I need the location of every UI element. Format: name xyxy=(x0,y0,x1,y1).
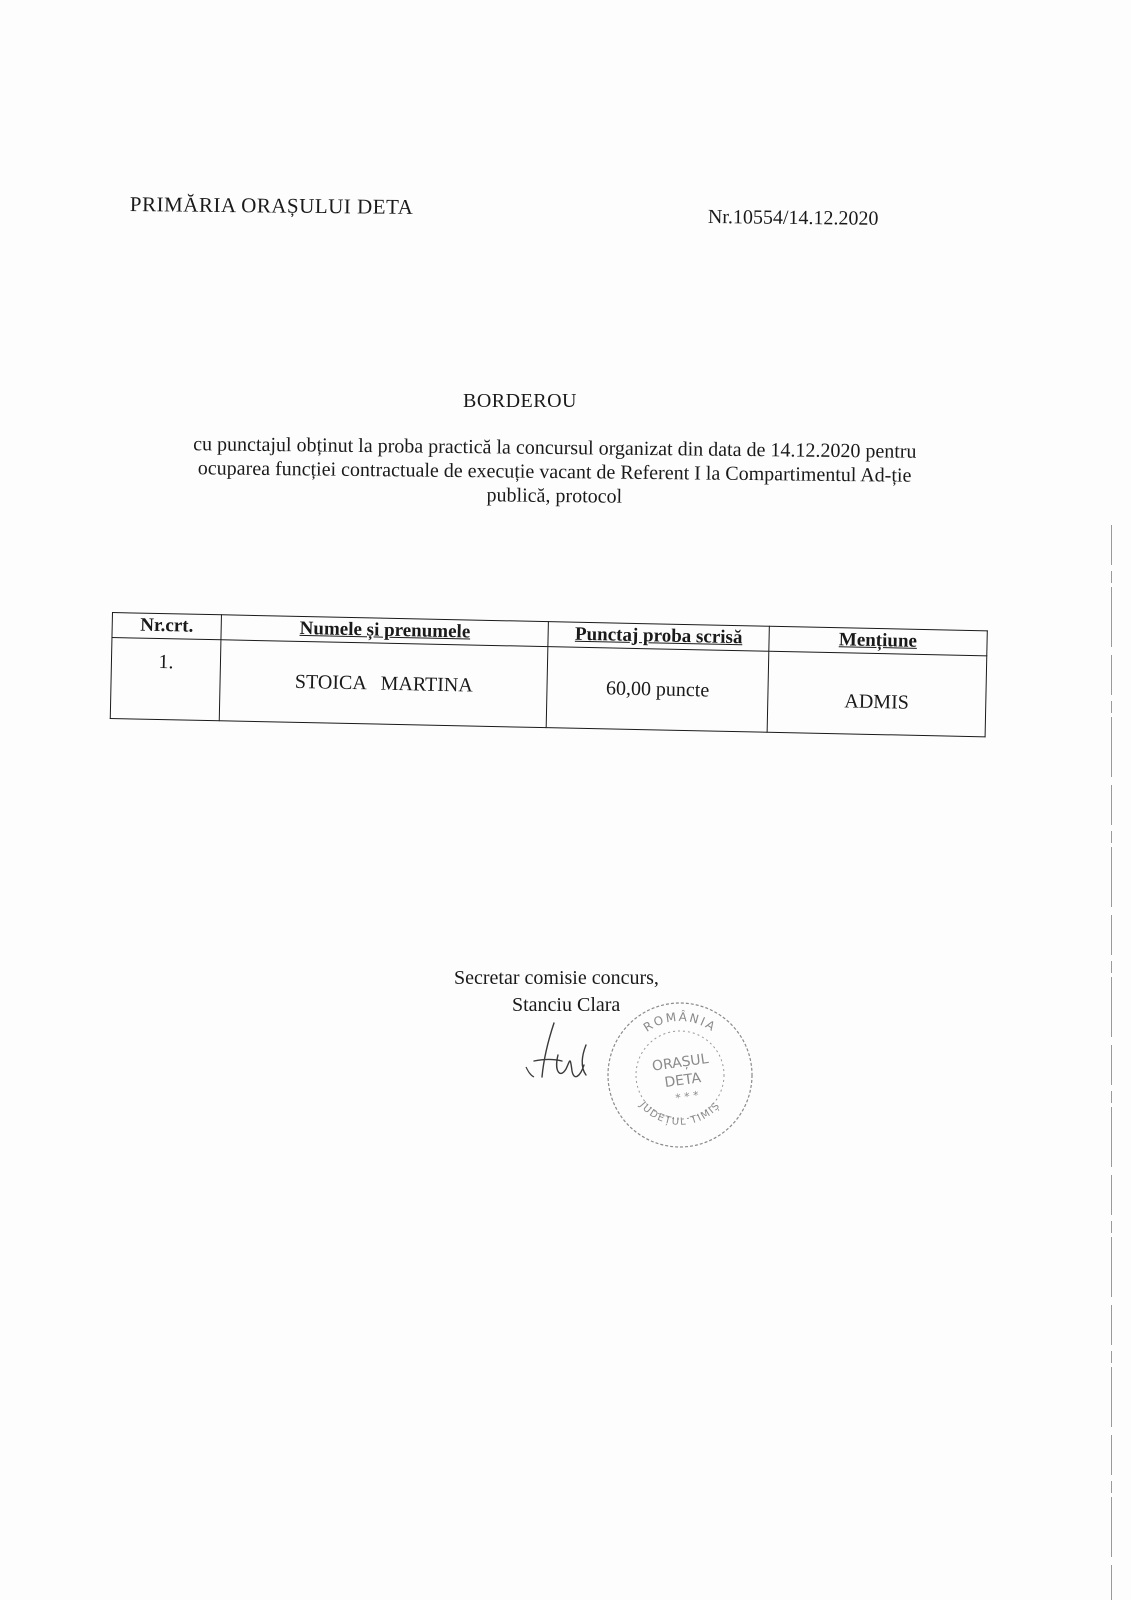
header-name: Numele și prenumele xyxy=(221,615,549,647)
document-description xyxy=(139,432,970,513)
description-line-1: cu punctajul obținut la proba practică la concursul organizat din data de 14.12.2020 pentru xyxy=(193,433,917,463)
stamp-center-line-1: ORAȘUL xyxy=(651,1050,710,1075)
cell-nr: 1. xyxy=(110,638,221,721)
handwritten-signature xyxy=(520,1015,610,1105)
official-stamp xyxy=(600,995,760,1155)
stamp-stars: * * * xyxy=(674,1088,700,1105)
document-title: BORDEROU xyxy=(462,390,577,412)
stamp-outer-top: ROMÂNIA xyxy=(640,1009,720,1035)
stamp-outer-bottom: JUDEȚUL TIMIȘ xyxy=(637,1099,723,1128)
results-table xyxy=(110,612,988,737)
header-score: Punctaj proba scrisă xyxy=(548,622,769,652)
stamp-center-line-2: DETA xyxy=(663,1070,703,1092)
reference-number: Nr.10554/14.12.2020 xyxy=(707,206,879,230)
description-line-2: ocuparea funcției contractuale de execuție vacant de Referent I la Compartimentul Ad-ție xyxy=(197,457,912,487)
svg-text:ROMÂNIA xyxy=(641,1009,719,1035)
signature-name: Stanciu Clara xyxy=(512,994,621,1016)
header-nr: Nr.crt. xyxy=(112,613,222,640)
scan-edge-line xyxy=(1110,525,1113,1600)
cell-name: STOICA MARTINA xyxy=(219,640,548,728)
description-line-3: publică, protocol xyxy=(486,484,623,508)
cell-score: 60,00 puncte xyxy=(547,647,769,733)
header-mention: Mențiune xyxy=(769,626,988,656)
signature-role: Secretar comisie concurs, xyxy=(454,967,659,989)
cell-mention: ADMIS xyxy=(767,651,987,737)
institution-name: PRIMĂRIA ORAȘULUI DETA xyxy=(129,192,414,219)
